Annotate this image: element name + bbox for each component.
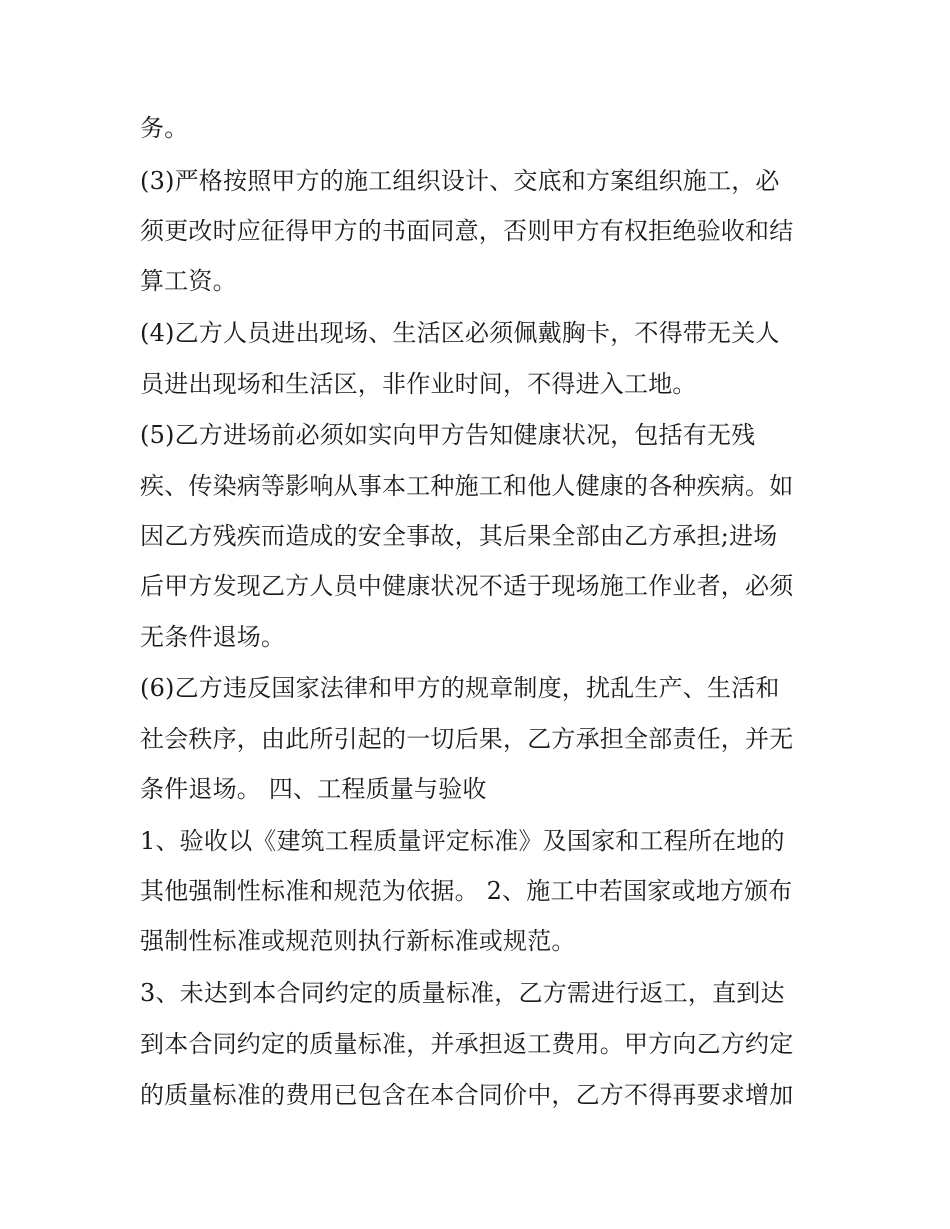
text-line-13: 社会秩序，由此所引起的一切后果，乙方承担全部责任，并无 [140, 725, 794, 753]
text-line-19: 到本合同约定的质量标准，并承担返工费用。甲方向乙方约定 [140, 1030, 794, 1058]
text-line-2: (3)严格按照甲方的施工组织设计、交底和方案组织施工，必 [140, 167, 780, 195]
text-line-12: (6)乙方违反国家法律和甲方的规章制度，扰乱生产、生活和 [140, 674, 780, 702]
text-line-5: (4)乙方人员进出现场、生活区必须佩戴胸卡，不得带无关人 [140, 319, 780, 347]
text-line-20: 的质量标准的费用已包含在本合同价中，乙方不得再要求增加 [140, 1081, 794, 1109]
text-line-16: 其他强制性标准和规范为依据。 2、施工中若国家或地方颁布 [140, 877, 793, 905]
text-line-3: 须更改时应征得甲方的书面同意，否则甲方有权拒绝验收和结 [140, 217, 794, 245]
text-line-6: 员进出现场和生活区，非作业时间，不得进入工地。 [140, 370, 697, 398]
text-line-15: 1、验收以《建筑工程质量评定标准》及国家和工程所在地的 [140, 827, 785, 855]
text-line-1: 务。 [140, 114, 189, 142]
text-line-11: 无条件退场。 [140, 623, 286, 651]
text-line-8: 疾、传染病等影响从事本工种施工和他人健康的各种疾病。如 [140, 472, 794, 500]
text-line-9: 因乙方残疾而造成的安全事故，其后果全部由乙方承担;进场 [140, 522, 778, 550]
text-line-7: (5)乙方进场前必须如实向甲方告知健康状况，包括有无残 [140, 421, 756, 449]
text-line-4: 算工资。 [140, 267, 237, 295]
text-line-10: 后甲方发现乙方人员中健康状况不适于现场施工作业者，必须 [140, 572, 794, 600]
text-line-14: 条件退场。 四、工程质量与验收 [140, 775, 487, 803]
text-line-17: 强制性标准或规范则执行新标准或规范。 [140, 927, 576, 955]
text-line-18: 3、未达到本合同约定的质量标准，乙方需进行返工，直到达 [140, 979, 785, 1007]
